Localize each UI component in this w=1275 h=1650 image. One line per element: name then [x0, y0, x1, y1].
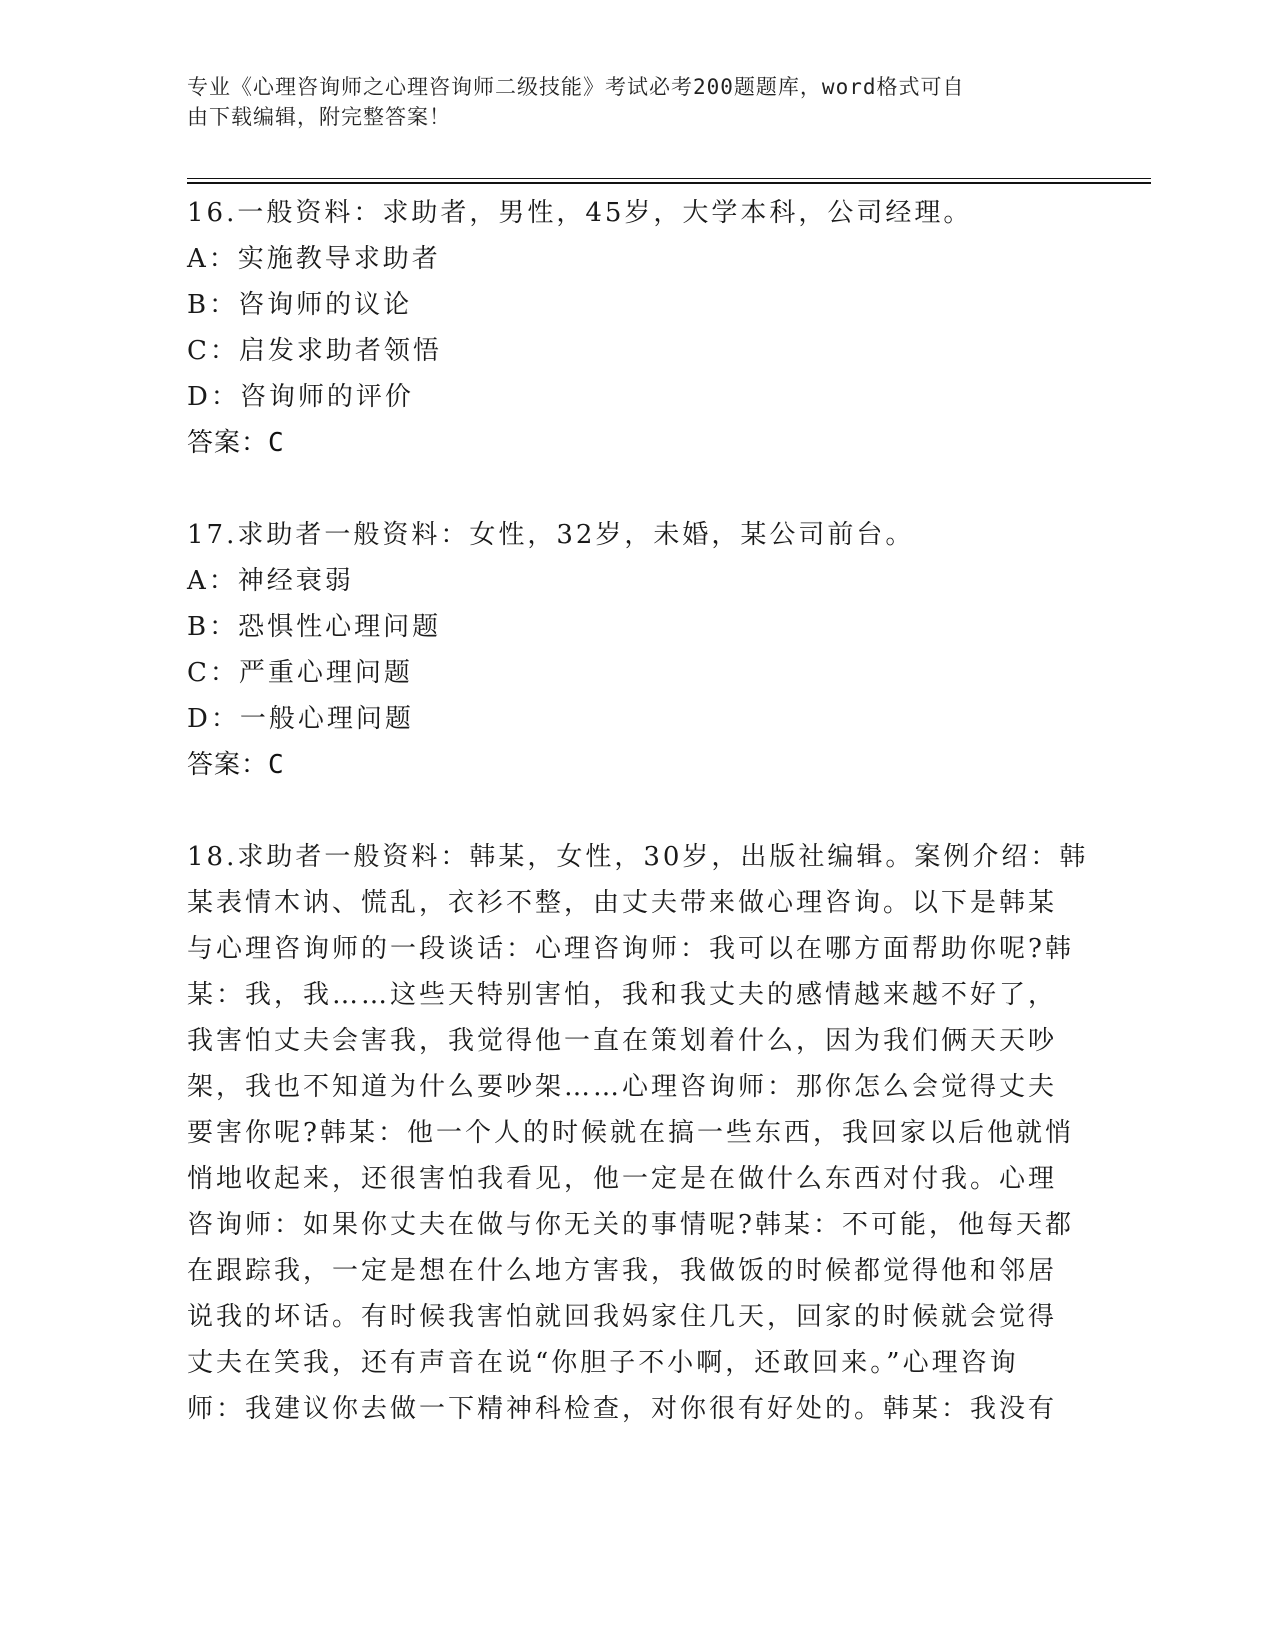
option-c: C：严重心理问题 — [187, 658, 413, 688]
stem-line: 在跟踪我，一定是想在什么地方害我，我做饭的时候都觉得他和邻居 — [187, 1256, 1058, 1286]
stem-line: 某表情木讷、慌乱，衣衫不整，由丈夫带来做心理咨询。以下是韩某 — [187, 888, 1058, 918]
answer-line: 答案：C — [187, 428, 285, 458]
stem-line: 说我的坏话。有时候我害怕就回我妈家住几天，回家的时候就会觉得 — [187, 1302, 1058, 1332]
option-c: C：启发求助者领悟 — [187, 336, 442, 366]
stem-line: 某：我，我……这些天特别害怕，我和我丈夫的感情越来越不好了， — [187, 980, 1058, 1010]
question-stem: 16.一般资料：求助者，男性，45岁，大学本科，公司经理。 — [187, 198, 973, 228]
stem-line: 与心理咨询师的一段谈话：心理咨询师：我可以在哪方面帮助你呢?韩 — [187, 934, 1074, 964]
stem-line: 咨询师：如果你丈夫在做与你无关的事情呢?韩某：不可能，他每天都 — [187, 1210, 1074, 1240]
stem-line: 架，我也不知道为什么要吵架……心理咨询师：那你怎么会觉得丈夫 — [187, 1072, 1058, 1102]
stem-line: 要害你呢?韩某：他一个人的时候就在搞一些东西，我回家以后他就悄 — [187, 1118, 1074, 1148]
answer-line: 答案：C — [187, 750, 285, 780]
question-18 — [187, 834, 1087, 1432]
header-line-1: 专业《心理咨询师之心理咨询师二级技能》考试必考200题题库，word格式可自 — [187, 75, 965, 99]
question-17 — [187, 512, 1087, 788]
option-b: B：咨询师的议论 — [187, 290, 413, 320]
option-a: A：神经衰弱 — [187, 566, 354, 596]
header-line-2: 由下载编辑，附完整答案！ — [187, 105, 451, 129]
option-d: D：一般心理问题 — [187, 704, 414, 734]
stem-line: 丈夫在笑我，还有声音在说“你胆子不小啊，还敢回来。”心理咨询 — [187, 1348, 1019, 1378]
question-list — [187, 190, 1087, 1478]
option-d: D：咨询师的评价 — [187, 382, 414, 412]
option-b: B：恐惧性心理问题 — [187, 612, 442, 642]
option-a: A：实施教导求助者 — [187, 244, 441, 274]
header-divider-thin — [187, 178, 1151, 179]
question-stem-paragraph — [187, 834, 1087, 1432]
stem-line: 18.求助者一般资料：韩某，女性，30岁，出版社编辑。案例介绍：韩 — [187, 842, 1089, 872]
question-stem: 17.求助者一般资料：女性，32岁，未婚，某公司前台。 — [187, 520, 915, 550]
header-divider-thick — [187, 182, 1151, 184]
stem-line: 我害怕丈夫会害我，我觉得他一直在策划着什么，因为我们俩天天吵 — [187, 1026, 1058, 1056]
question-16 — [187, 190, 1087, 466]
stem-line: 师：我建议你去做一下精神科检查，对你很有好处的。韩某：我没有 — [187, 1394, 1058, 1424]
document-header — [187, 72, 1067, 132]
stem-line: 悄地收起来，还很害怕我看见，他一定是在做什么东西对付我。心理 — [187, 1164, 1058, 1194]
